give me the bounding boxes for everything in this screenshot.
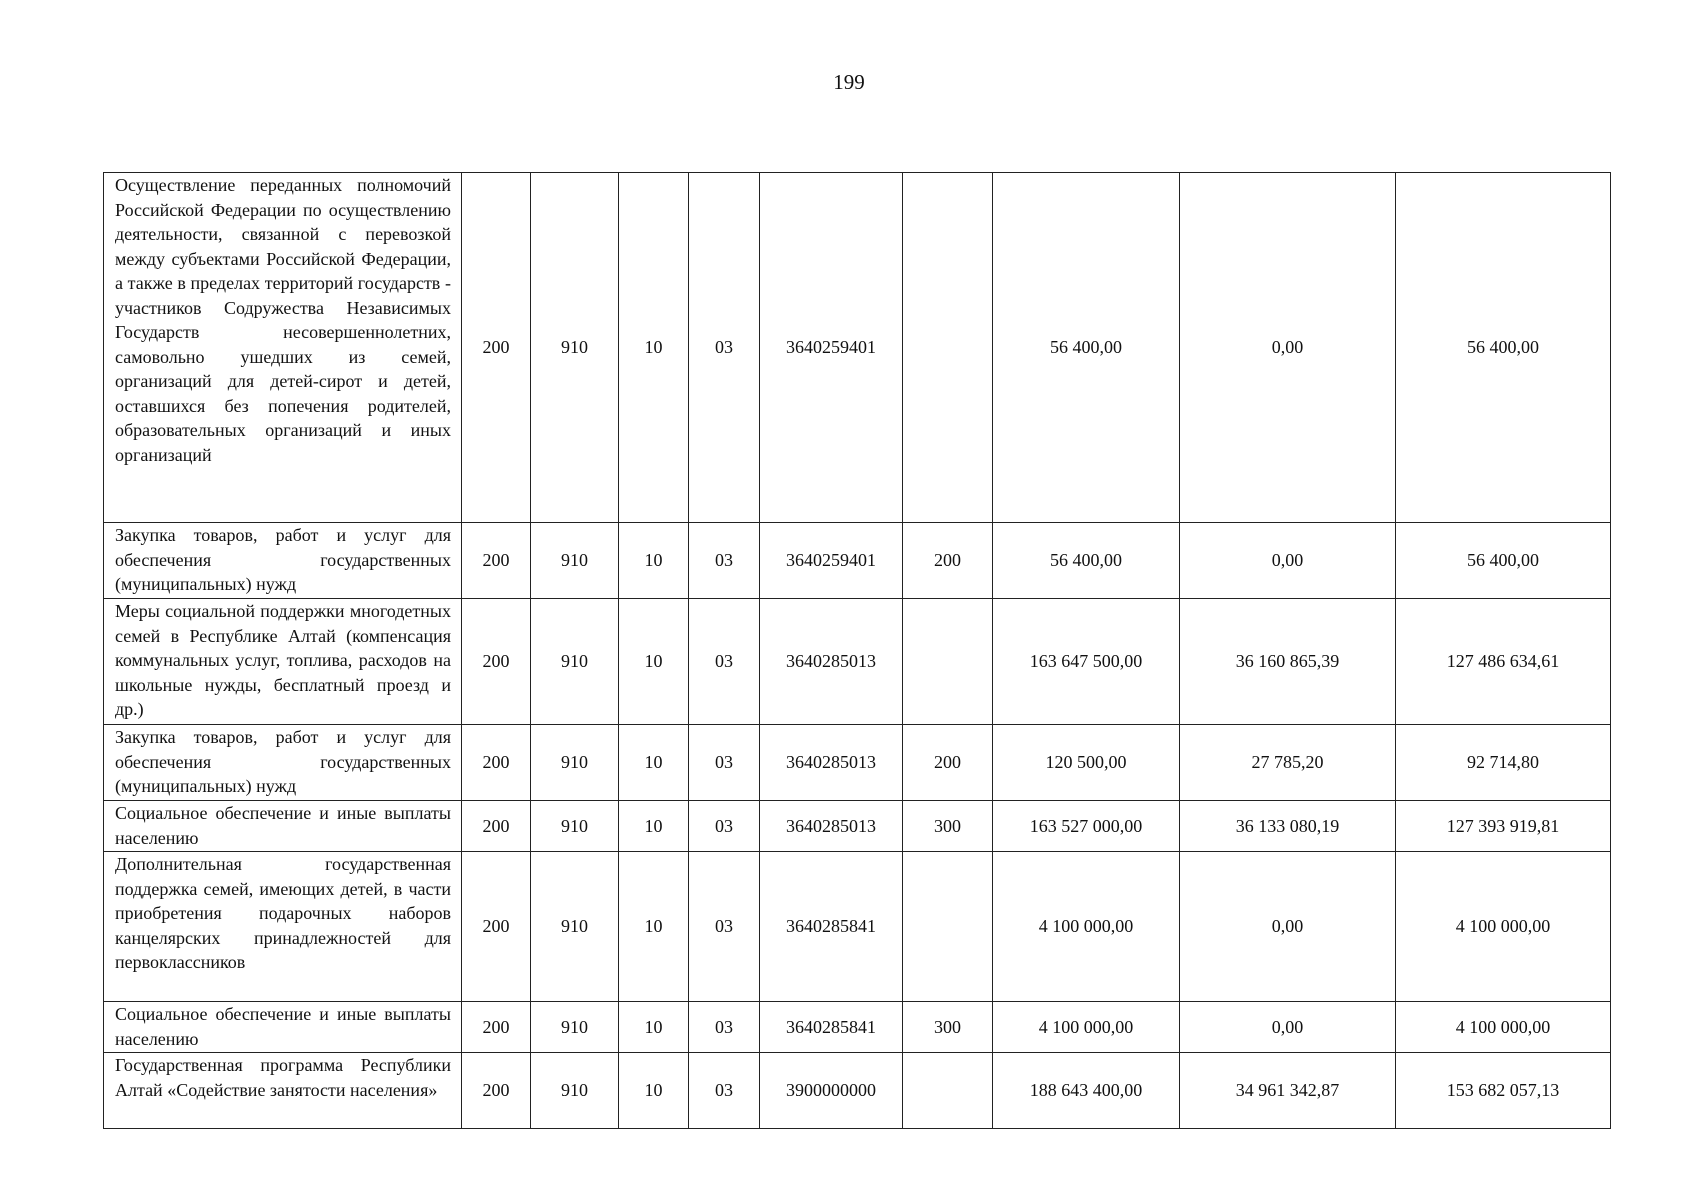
admin-code: 200	[462, 1053, 531, 1129]
remainder-amount: 127 486 634,61	[1396, 599, 1611, 725]
section-code: 10	[619, 801, 689, 852]
table-row	[104, 852, 1611, 1002]
remainder-amount: 4 100 000,00	[1396, 1002, 1611, 1053]
remainder-amount: 4 100 000,00	[1396, 852, 1611, 1002]
target-article-code: 3640285013	[760, 599, 903, 725]
subsection-code: 03	[689, 599, 760, 725]
plan-amount: 4 100 000,00	[993, 1002, 1180, 1053]
executed-amount: 34 961 342,87	[1180, 1053, 1396, 1129]
target-article-code: 3640259401	[760, 523, 903, 599]
admin-code: 200	[462, 852, 531, 1002]
admin-code: 200	[462, 1002, 531, 1053]
section-code: 10	[619, 523, 689, 599]
plan-amount: 188 643 400,00	[993, 1053, 1180, 1129]
target-article-code: 3640285841	[760, 852, 903, 1002]
target-article-code: 3640285013	[760, 725, 903, 801]
table-row	[104, 173, 1611, 523]
remainder-amount: 56 400,00	[1396, 173, 1611, 523]
row-name: Социальное обеспечение и иные выплаты населению	[104, 801, 462, 852]
plan-amount: 56 400,00	[993, 173, 1180, 523]
plan-amount: 56 400,00	[993, 523, 1180, 599]
ministry-code: 910	[531, 599, 619, 725]
row-name: Социальное обеспечение и иные выплаты населению	[104, 1002, 462, 1053]
ministry-code: 910	[531, 1002, 619, 1053]
budget-table	[103, 172, 1611, 1129]
table-row	[104, 599, 1611, 725]
ministry-code: 910	[531, 725, 619, 801]
table-row	[104, 523, 1611, 599]
executed-amount: 27 785,20	[1180, 725, 1396, 801]
section-code: 10	[619, 599, 689, 725]
subsection-code: 03	[689, 1002, 760, 1053]
table-row	[104, 801, 1611, 852]
admin-code: 200	[462, 523, 531, 599]
target-article-code: 3900000000	[760, 1053, 903, 1129]
row-name: Осуществление переданных полномочий Российской Федерации по осуществлению деятельности, связанной с перевозкой между субъектами Российской Федерации, а также в пределах территорий государств - участников Содружества Независимых Государств несовершеннолетних, самовольно ушедших из семей, организаций для детей-сирот и детей, оставшихся без попечения родителей, образовательных организаций и иных организаций	[104, 173, 462, 523]
target-article-code: 3640285013	[760, 801, 903, 852]
executed-amount: 0,00	[1180, 523, 1396, 599]
admin-code: 200	[462, 173, 531, 523]
row-name: Закупка товаров, работ и услуг для обеспечения государственных (муниципальных) нужд	[104, 523, 462, 599]
target-article-code: 3640285841	[760, 1002, 903, 1053]
expense-type-code	[903, 599, 993, 725]
subsection-code: 03	[689, 173, 760, 523]
plan-amount: 163 647 500,00	[993, 599, 1180, 725]
admin-code: 200	[462, 801, 531, 852]
executed-amount: 0,00	[1180, 852, 1396, 1002]
admin-code: 200	[462, 725, 531, 801]
subsection-code: 03	[689, 725, 760, 801]
remainder-amount: 153 682 057,13	[1396, 1053, 1611, 1129]
row-name: Государственная программа Республики Алтай «Содействие занятости населения»	[104, 1053, 462, 1129]
table-row	[104, 1053, 1611, 1129]
section-code: 10	[619, 725, 689, 801]
row-name: Закупка товаров, работ и услуг для обеспечения государственных (муниципальных) нужд	[104, 725, 462, 801]
target-article-code: 3640259401	[760, 173, 903, 523]
ministry-code: 910	[531, 523, 619, 599]
ministry-code: 910	[531, 801, 619, 852]
subsection-code: 03	[689, 523, 760, 599]
subsection-code: 03	[689, 801, 760, 852]
plan-amount: 120 500,00	[993, 725, 1180, 801]
executed-amount: 36 160 865,39	[1180, 599, 1396, 725]
executed-amount: 0,00	[1180, 173, 1396, 523]
expense-type-code	[903, 852, 993, 1002]
subsection-code: 03	[689, 852, 760, 1002]
row-name: Дополнительная государственная поддержка семей, имеющих детей, в части приобретения подарочных наборов канцелярских принадлежностей для первоклассников	[104, 852, 462, 1002]
section-code: 10	[619, 173, 689, 523]
executed-amount: 36 133 080,19	[1180, 801, 1396, 852]
table-row	[104, 725, 1611, 801]
expense-type-code: 200	[903, 523, 993, 599]
page-number: 199	[833, 70, 865, 94]
ministry-code: 910	[531, 173, 619, 523]
subsection-code: 03	[689, 1053, 760, 1129]
remainder-amount: 127 393 919,81	[1396, 801, 1611, 852]
expense-type-code: 300	[903, 801, 993, 852]
executed-amount: 0,00	[1180, 1002, 1396, 1053]
ministry-code: 910	[531, 1053, 619, 1129]
section-code: 10	[619, 1002, 689, 1053]
admin-code: 200	[462, 599, 531, 725]
section-code: 10	[619, 852, 689, 1002]
remainder-amount: 56 400,00	[1396, 523, 1611, 599]
expense-type-code: 300	[903, 1002, 993, 1053]
section-code: 10	[619, 1053, 689, 1129]
table-row	[104, 1002, 1611, 1053]
remainder-amount: 92 714,80	[1396, 725, 1611, 801]
expense-type-code	[903, 173, 993, 523]
plan-amount: 163 527 000,00	[993, 801, 1180, 852]
expense-type-code: 200	[903, 725, 993, 801]
expense-type-code	[903, 1053, 993, 1129]
row-name: Меры социальной поддержки многодетных семей в Республике Алтай (компенсация коммунальных услуг, топлива, расходов на школьные нужды, бесплатный проезд и др.)	[104, 599, 462, 725]
ministry-code: 910	[531, 852, 619, 1002]
plan-amount: 4 100 000,00	[993, 852, 1180, 1002]
